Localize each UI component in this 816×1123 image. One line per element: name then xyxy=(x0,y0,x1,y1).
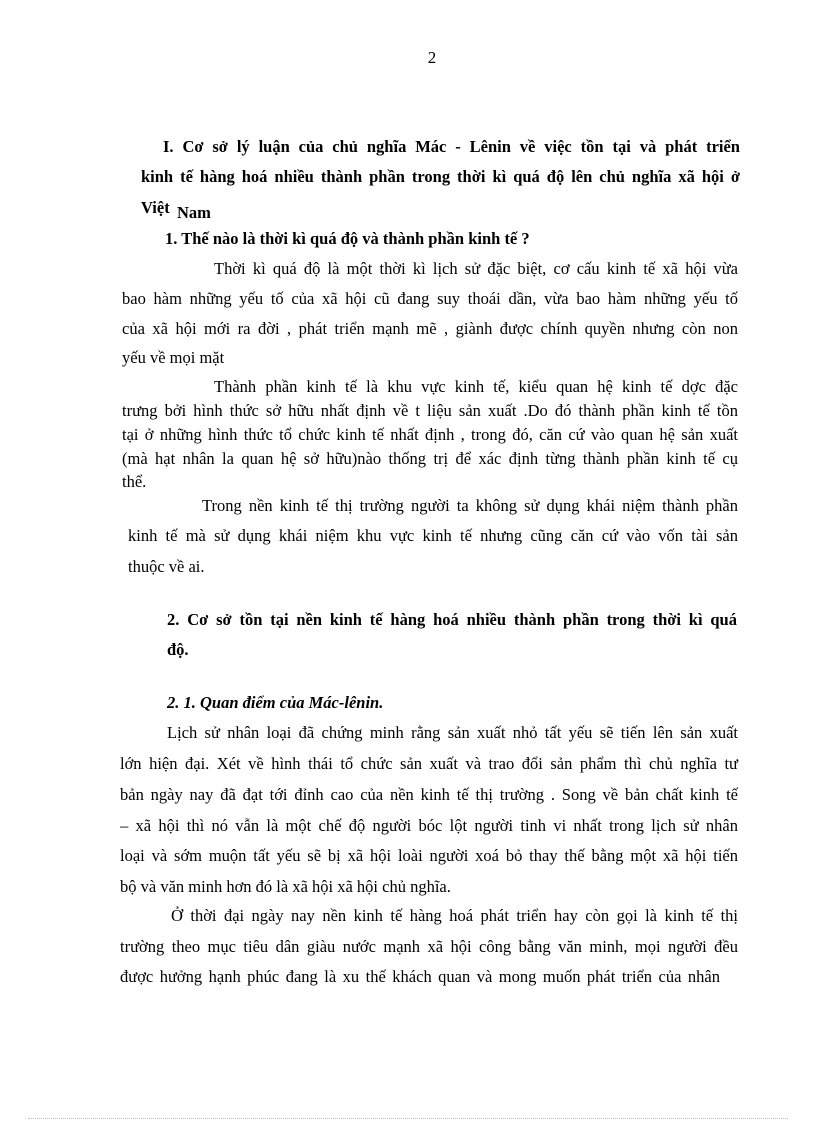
section-heading-line: Nam xyxy=(177,203,211,222)
paragraph-line: được hưởng hạnh phúc đang là xu thế khách quan và mong muốn phát triển của nhân xyxy=(120,967,720,986)
subsection-heading: độ. xyxy=(167,640,189,659)
paragraph-line: tại ở những hình thức tổ chức kinh tế nhất định , trong đó, căn cứ vào quan hệ sản xuất xyxy=(122,425,738,444)
paragraph-line: kinh tế mà sử dụng khái niệm khu vực kinh tế nhưng cũng căn cứ vào vốn tài sản xyxy=(128,526,738,545)
subsection-heading: 1. Thế nào là thời kì quá độ và thành phần kinh tế ? xyxy=(165,229,530,248)
page-bottom-rule xyxy=(28,1118,788,1119)
section-heading-line: kinh tế hàng hoá nhiều thành phần trong thời kì quá độ lên chủ nghĩa xã hội ở xyxy=(141,167,740,186)
paragraph-line: bộ và văn minh hơn đó là xã hội xã hội chủ nghĩa. xyxy=(120,877,451,896)
section-heading-line: Việt xyxy=(141,198,170,217)
paragraph-line: thể. xyxy=(122,472,147,491)
paragraph-line: trưng bởi hình thức sở hữu nhất định về t liệu sản xuất .Do đó thành phần kinh tế tồn xyxy=(122,401,738,420)
paragraph-line: loại và sớm muộn tất yếu sẽ bị xã hội loài người xoá bỏ thay thế bằng một xã hội tiến xyxy=(120,846,738,865)
paragraph-line: yếu về mọi mặt xyxy=(122,348,225,367)
paragraph-line: thuộc về ai. xyxy=(128,557,205,576)
paragraph-line: Thành phần kinh tế là khu vực kinh tế, kiểu quan hệ kinh tế dợc đặc xyxy=(214,377,738,396)
paragraph-line: (mà hạt nhân la quan hệ sở hữu)nào thống trị để xác định từng thành phần kinh tế cụ xyxy=(122,449,738,468)
paragraph-line: Trong nền kinh tế thị trường người ta không sử dụng khái niệm thành phần xyxy=(202,496,738,515)
paragraph-line: lớn hiện đại. Xét về hình thái tổ chức sản xuất và trao đổi sản phẩm thì chủ nghĩa tư xyxy=(120,754,738,773)
paragraph-line: Lịch sử nhân loại đã chứng minh rằng sản xuất nhỏ tất yếu sẽ tiến lên sản xuất xyxy=(167,723,738,742)
subsection-heading: 2. Cơ sở tồn tại nền kinh tế hàng hoá nhiều thành phần trong thời kì quá xyxy=(167,610,737,629)
paragraph-line: của xã hội mới ra đời , phát triển mạnh mẽ , giành được chính quyền nhưng còn non xyxy=(122,319,738,338)
paragraph-line: Ở thời đại ngày nay nền kinh tế hàng hoá phát triển hay còn gọi là kinh tế thị xyxy=(171,906,738,925)
paragraph-line: – xã hội thì nó vẫn là một chế độ người bóc lột người tinh vi nhất trong lịch sử nhân xyxy=(120,816,738,835)
paragraph-line: bản ngày nay đã đạt tới đỉnh cao của nền kinh tế thị trường . Song về bản chất kinh tế xyxy=(120,785,738,804)
paragraph-line: Thời kì quá độ là một thời kì lịch sử đặc biệt, cơ cấu kinh tế xã hội vừa xyxy=(214,259,738,278)
subsubsection-heading: 2. 1. Quan điểm của Mác-lênin. xyxy=(167,693,384,712)
paragraph-line: trường theo mục tiêu dân giàu nước mạnh xã hội công bằng văn minh, mọi người đều xyxy=(120,937,738,956)
section-heading-line: I. Cơ sở lý luận của chủ nghĩa Mác - Lênin về việc tồn tại và phát triển xyxy=(163,137,740,156)
paragraph-line: bao hàm những yếu tố của xã hội cũ đang suy thoái dần, vừa bao hàm những yếu tố xyxy=(122,289,738,308)
page-number: 2 xyxy=(427,48,437,67)
